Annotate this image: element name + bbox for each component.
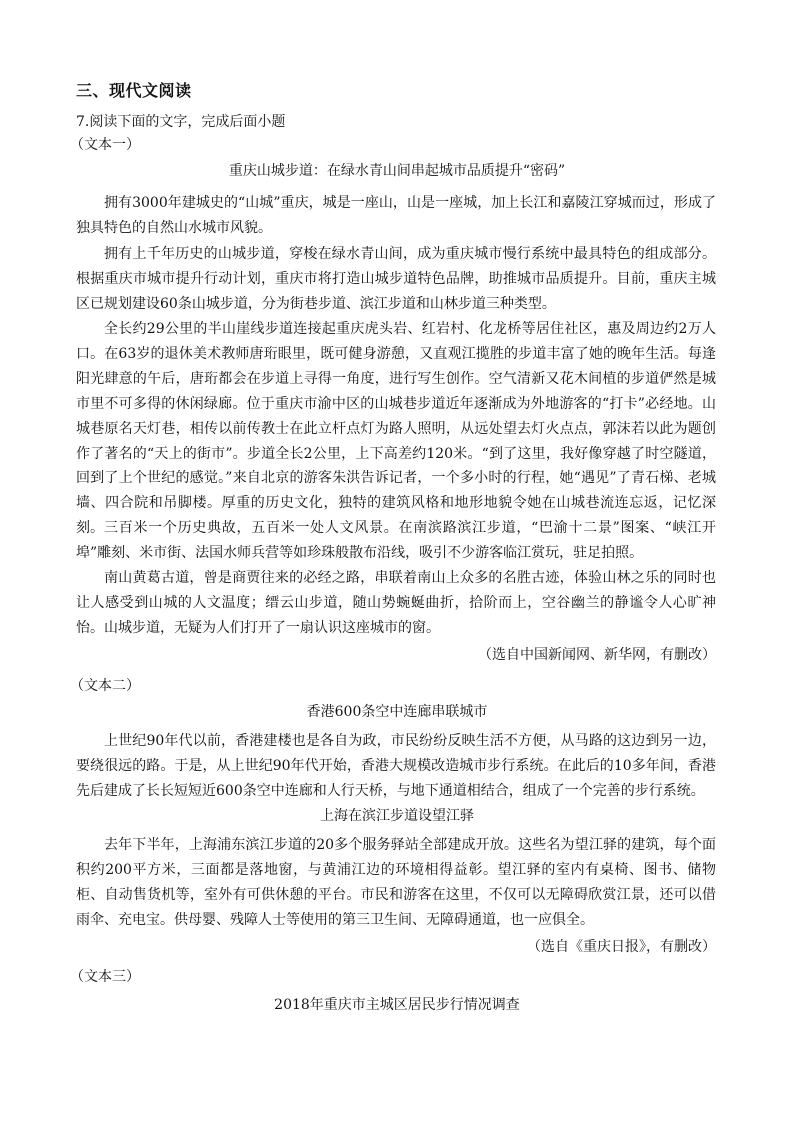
section-title: 三、现代文阅读 xyxy=(76,81,192,100)
text1-paragraph-1: 拥有3000年建城史的“山城”重庆，城是一座山，山是一座城，加上长江和嘉陵江穿城而过，形成了独具特色的自然山水城市风貌。 xyxy=(76,195,716,236)
text1-label: （文本一） xyxy=(70,137,140,153)
text1-paragraph-3: 全长约29公里的半山崖线步道连接起重庆虎头岩、红岩村、化龙桥等居住社区，惠及周边约2万人口。在63岁的退休美术教师唐珩眼里，既可健身游憩，又直观江揽胜的步道丰富了她的晚年生活。每逢阳光肆意的午后，唐珩都会在步道上寻得一角度，进行写生创作。空气清新又花木间植的步道俨然是城市里不可多得的休闲绿廊。位于重庆市渝中区的山城巷步道近年逐渐成为外地游客的“打卡”必经地。山城巷原名天灯巷，相传以前传教士在此立杆点灯为路人照明，从远处望去灯火点点，郭沫若以此为题创作了著名的“天上的街市”。步道全长2公里，上下高差约120米。“到了这里，我好像穿越了时空隧道，回到了上个世纪的感觉。”来自北京的游客朱洪告诉记者，一个多小时的行程，她“遇见”了青石梯、老城墙、四合院和吊脚楼。厚重的历史文化，独特的建筑风格和地形地貌令她在山城巷流连忘返，记忆深刻。 xyxy=(76,321,716,537)
text1-paragraph-4: 三百米一个历史典故，五百米一处人文风景。在南滨路滨江步道，“巴渝十二景”图案、“峡江开埠”雕刻、米市街、法国水师兵营等如珍珠般散布沿线，吸引不少游客临江赏玩，驻足拍照。 xyxy=(76,520,716,561)
text2-title-hongkong: 香港600条空中连廊串联城市 xyxy=(306,704,488,720)
text2-paragraph-shanghai: 去年下半年，上海浦东滨江步道的20多个服务驿站全部建成开放。这些名为望江驿的建筑，每个面积约200平方米，三面都是落地窗，与黄浦江边的环境相得益彰。望江驿的室内有桌椅、图书、储物柜、自动售货机等，室外有可供休憩的平台。市民和游客在这里，不仅可以无障碍欣赏江景，还可以借雨伞、充电宝。供母婴、残障人士等使用的第三卫生间、无障碍通道，也一应俱全。 xyxy=(76,837,716,928)
text3-label: （文本三） xyxy=(70,969,140,985)
question-prompt: 7.阅读下面的文字，完成后面小题 xyxy=(76,114,286,130)
text2-title-shanghai: 上海在滨江步道设望江驿 xyxy=(320,808,474,824)
text1-source: （选自中国新闻网、新华网，有删改） xyxy=(478,647,716,663)
text3-title: 2018年重庆市主城区居民步行情况调查 xyxy=(274,997,520,1013)
text2-paragraph-hongkong: 上世纪90年代以前，香港建楼也是各自为政，市民纷纷反映生活不方便，从马路的这边到另一边，要绕很远的路。于是，从上世纪90年代开始，香港大规模改造城市步行系统。在此后的10多年间，香港先后建成了长长短短近600条空中连廊和人行天桥，与地下通道相结合，组成了一个完善的步行系统。 xyxy=(76,733,716,799)
text1-paragraph-6: 山城步道，无疑为人们打开了一扇认识这座城市的窗。 xyxy=(104,620,440,636)
text2-source: （选自《重庆日报》，有删改） xyxy=(527,939,716,955)
text2-label: （文本二） xyxy=(70,678,140,694)
text1-title: 重庆山城步道：在绿水青山间串起城市品质提升“密码” xyxy=(228,163,566,179)
text1-paragraph-5: 南山黄葛古道，曾是商贾往来的必经之路，串联着南山上众多的名胜古迹，体验山林之乐的同时也让人感受到山城的人文温度；缙云山步道，随山势蜿蜒曲折，拾阶而上，空谷幽兰的静谧令人心旷神怡。 xyxy=(76,570,716,636)
text1-paragraph-2: 拥有上千年历史的山城步道，穿梭在绿水青山间，成为重庆城市慢行系统中最具特色的组成部分。根据重庆市城市提升行动计划，重庆市将打造山城步道特色品牌，助推城市品质提升。目前，重庆主城区已规划建设60条山城步道，分为街巷步道、滨江步道和山林步道三种类型。 xyxy=(76,246,716,312)
